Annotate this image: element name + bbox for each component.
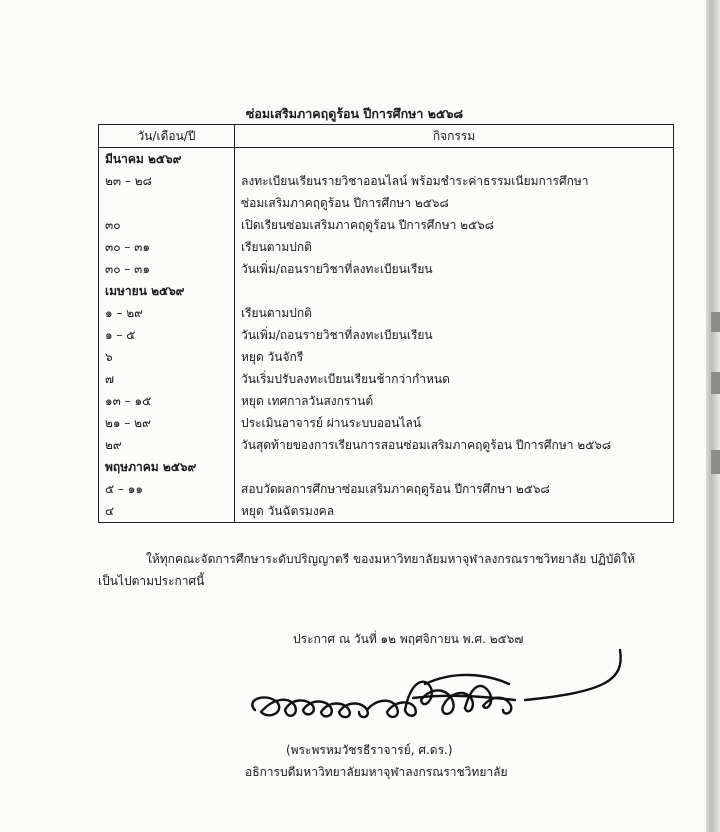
activity-cell: เปิดเรียนซ่อมเสริมภาคฤดูร้อน ปีการศึกษา ๒๕๖๘	[235, 214, 674, 236]
date-cell: ๖	[99, 346, 235, 368]
month-row	[99, 148, 674, 171]
table-row	[99, 324, 674, 346]
activity-cell: หยุด เทศกาลวันสงกรานต์	[235, 390, 674, 412]
table-row	[99, 478, 674, 500]
date-cell: ๒๑ – ๒๙	[99, 412, 235, 434]
schedule-table	[98, 124, 674, 523]
date-cell: ๒๓ – ๒๘	[99, 170, 235, 192]
table-row	[99, 390, 674, 412]
signer-name: (พระพรหมวัชรธีราจารย์, ศ.ดร.)	[286, 743, 453, 757]
activity-cell: วันเพิ่ม/ถอนรายวิชาที่ลงทะเบียนเรียน	[235, 258, 674, 280]
activity-cell: สอบวัดผลการศึกษาซ่อมเสริมภาคฤดูร้อน ปีการศึกษา ๒๕๖๘	[235, 478, 674, 500]
date-cell: เมษายน ๒๕๖๙	[99, 280, 235, 302]
table-row	[99, 412, 674, 434]
date-cell: มีนาคม ๒๕๖๙	[99, 148, 235, 171]
table-row	[99, 500, 674, 523]
table-row	[99, 214, 674, 236]
table-row	[99, 258, 674, 280]
table-row	[99, 192, 674, 214]
date-cell	[99, 192, 235, 214]
announcement-date: ประกาศ ณ วันที่ ๑๒ พฤศจิกายน พ.ศ. ๒๕๖๗	[293, 632, 524, 646]
date-cell: ๓๐ – ๓๑	[99, 258, 235, 280]
activity-cell: วันเริ่มปรับลงทะเบียนเรียนช้ากว่ากำหนด	[235, 368, 674, 390]
closing-line-1: ให้ทุกคณะจัดการศึกษาระดับปริญญาตรี ของมหาวิทยาลัยมหาจุฬาลงกรณราชวิทยาลัย ปฏิบัติให้	[146, 552, 635, 566]
activity-cell: ประเมินอาจารย์ ผ่านระบบออนไลน์	[235, 412, 674, 434]
table-row	[99, 434, 674, 456]
date-cell: ๗	[99, 368, 235, 390]
activity-cell: หยุด วันจักรี	[235, 346, 674, 368]
activity-cell: เรียนตามปกติ	[235, 236, 674, 258]
table-row	[99, 368, 674, 390]
month-row	[99, 456, 674, 478]
date-cell: ๔	[99, 500, 235, 523]
handwritten-signature	[225, 640, 645, 735]
date-cell: ๑๓ – ๑๕	[99, 390, 235, 412]
header-date: วัน/เดือน/ปี	[99, 125, 235, 148]
date-cell: ๓๐	[99, 214, 235, 236]
date-cell: ๒๙	[99, 434, 235, 456]
table-header-row	[99, 125, 674, 148]
activity-cell: วันเพิ่ม/ถอนรายวิชาที่ลงทะเบียนเรียน	[235, 324, 674, 346]
month-row	[99, 280, 674, 302]
signer-title: อธิการบดีมหาวิทยาลัยมหาจุฬาลงกรณราชวิทยาลัย	[245, 765, 508, 779]
activity-cell	[235, 148, 674, 171]
date-cell: ๑ – ๒๙	[99, 302, 235, 324]
activity-cell: หยุด วันฉัตรมงคล	[235, 500, 674, 523]
table-row	[99, 170, 674, 192]
table-row	[99, 236, 674, 258]
activity-cell	[235, 280, 674, 302]
date-cell: ๕ – ๑๑	[99, 478, 235, 500]
page-edge-mark	[711, 312, 720, 332]
closing-line-2: เป็นไปตามประกาศนี้	[98, 574, 205, 588]
date-cell: พฤษภาคม ๒๕๖๙	[99, 456, 235, 478]
schedule-body	[99, 148, 674, 523]
activity-cell: เรียนตามปกติ	[235, 302, 674, 324]
table-row	[99, 346, 674, 368]
date-cell: ๓๐ – ๓๑	[99, 236, 235, 258]
activity-cell: ลงทะเบียนเรียนรายวิชาออนไลน์ พร้อมชำระค่าธรรมเนียมการศึกษา	[235, 170, 674, 192]
activity-cell: วันสุดท้ายของการเรียนการสอนซ่อมเสริมภาคฤดูร้อน ปีการศึกษา ๒๕๖๘	[235, 434, 674, 456]
page-edge-shadow	[706, 0, 720, 832]
schedule-title: ซ่อมเสริมภาคฤดูร้อน ปีการศึกษา ๒๕๖๘	[245, 106, 464, 121]
table-row	[99, 302, 674, 324]
date-cell: ๑ – ๕	[99, 324, 235, 346]
page-edge-mark	[711, 450, 720, 474]
header-activity: กิจกรรม	[235, 125, 674, 148]
page-edge-mark	[711, 372, 720, 394]
activity-cell	[235, 456, 674, 478]
activity-cell: ซ่อมเสริมภาคฤดูร้อน ปีการศึกษา ๒๕๖๘	[235, 192, 674, 214]
closing-paragraph	[98, 548, 676, 592]
